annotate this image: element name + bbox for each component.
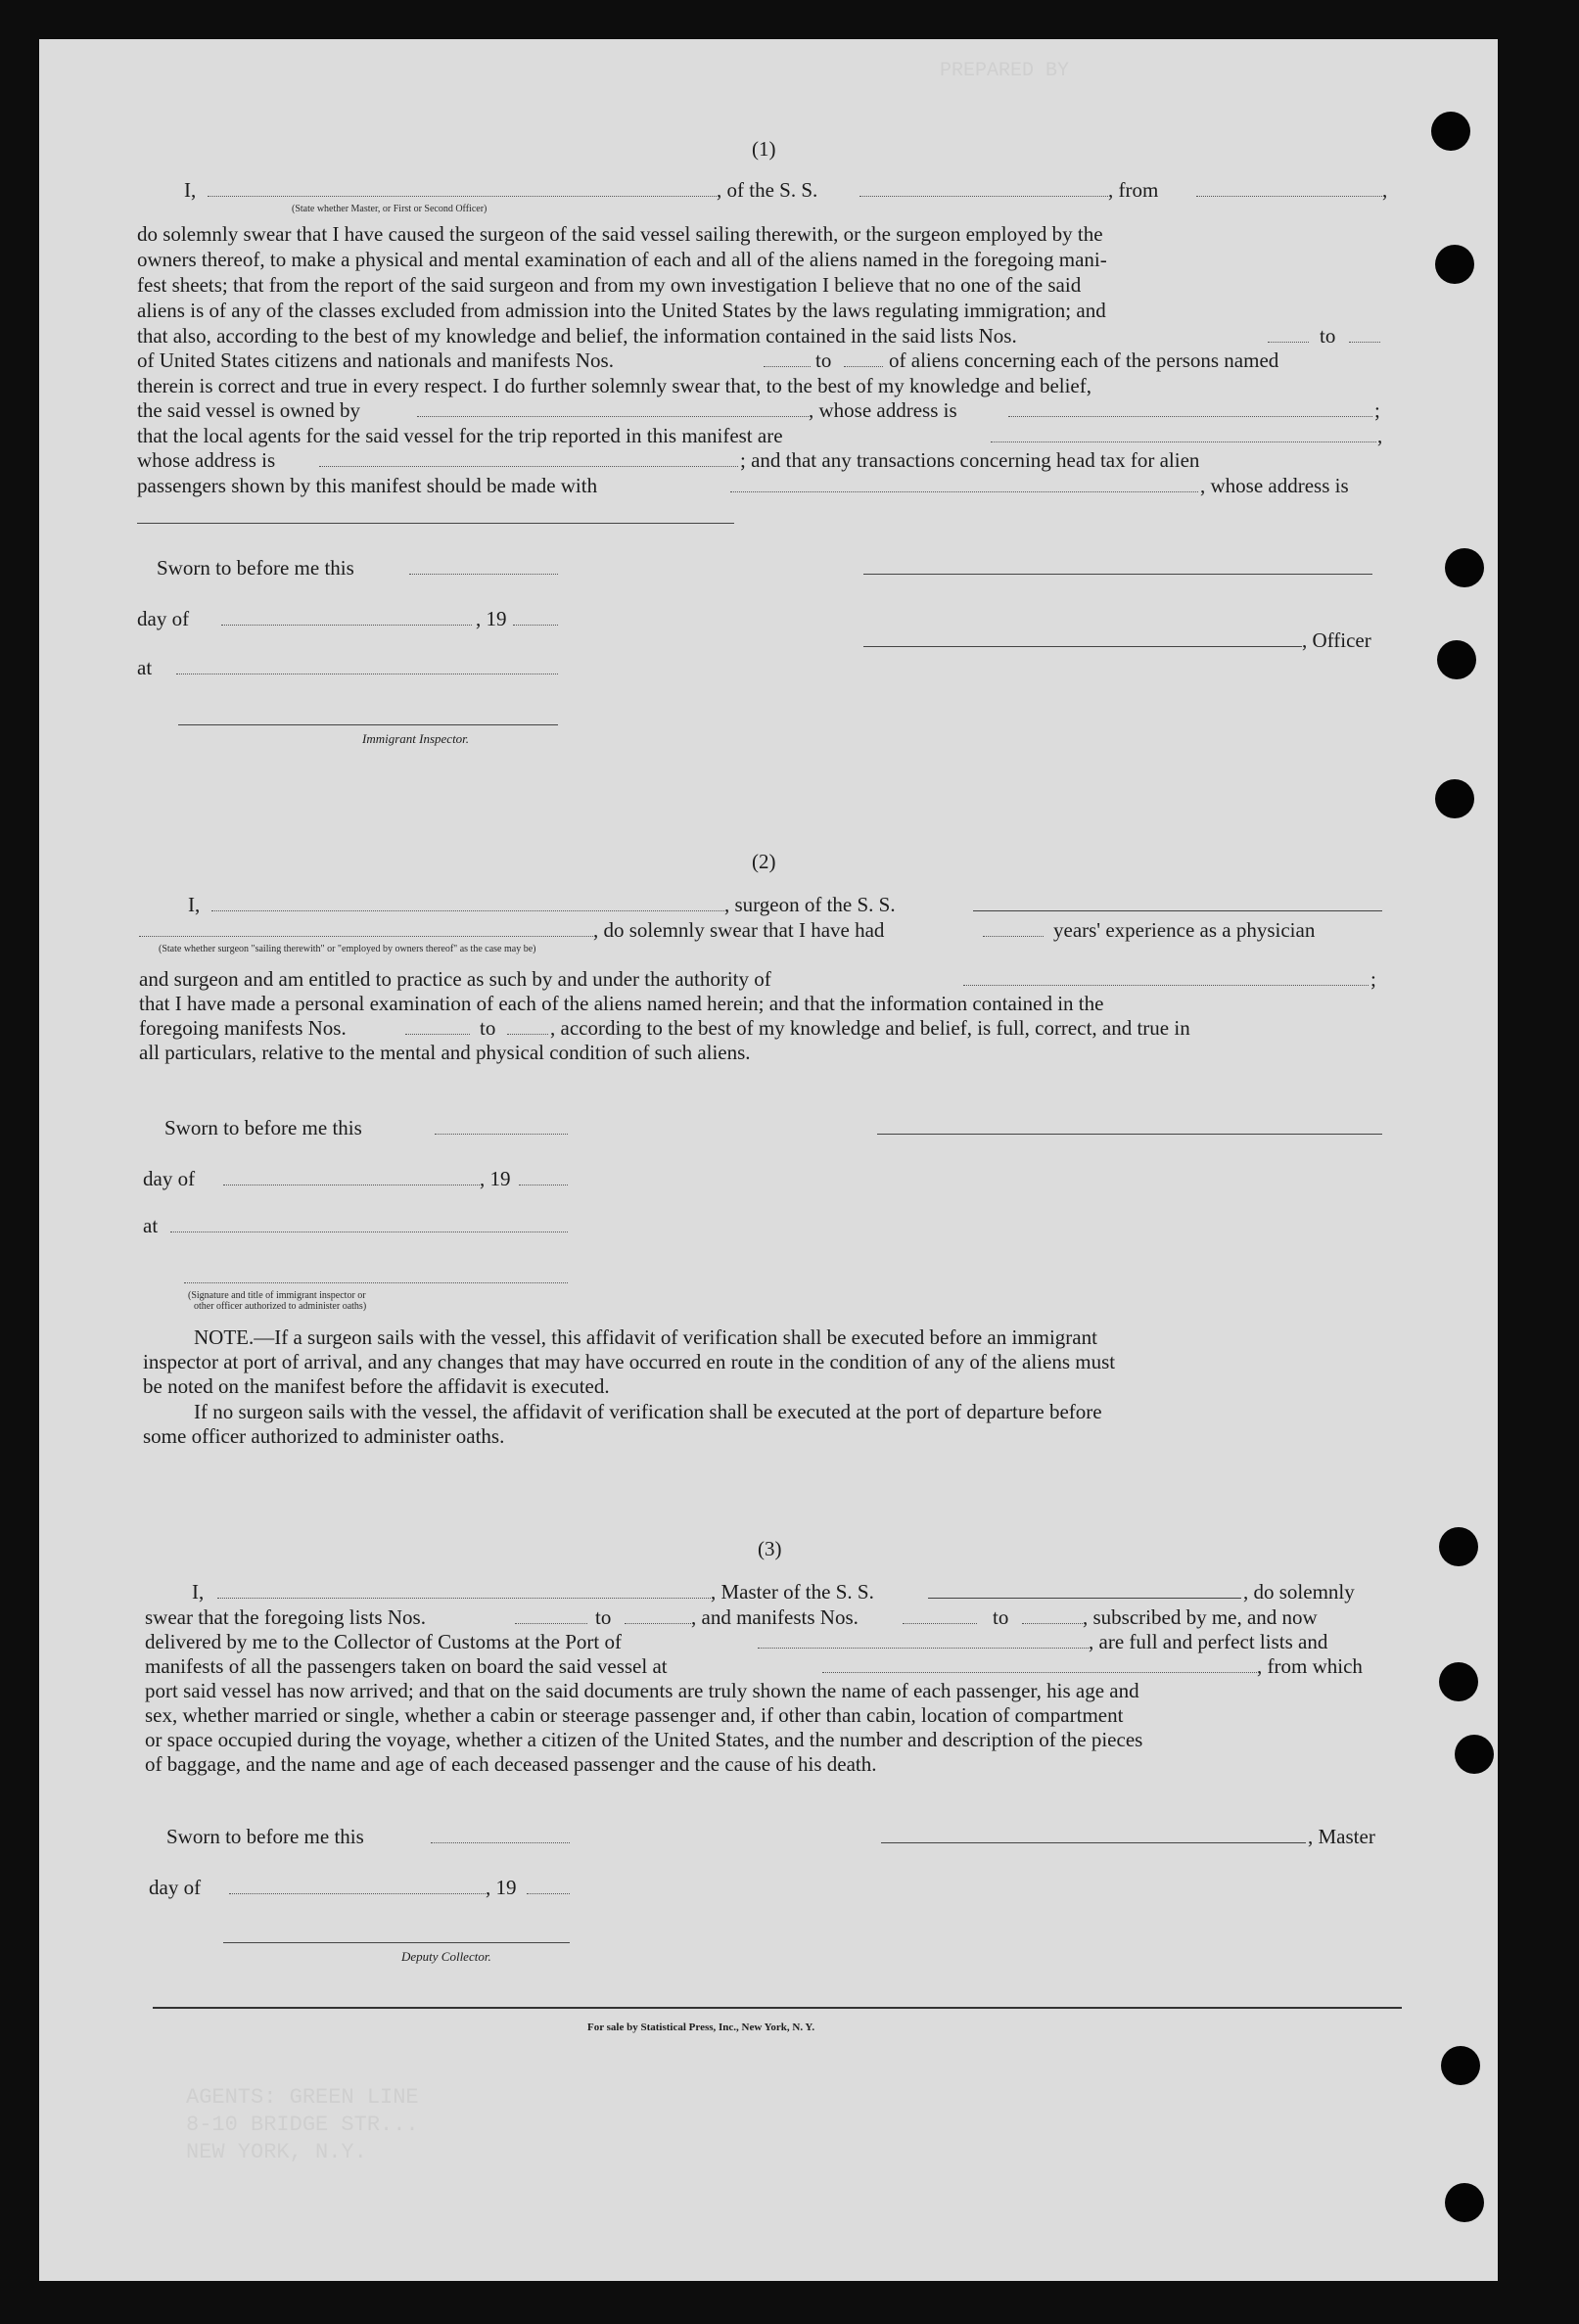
s2-note-4: If no surgeon sails with the vessel, the affidavit of verification shall be executed at the port of departure before [194,1400,1102,1423]
s2-status-caption: (State whether surgeon "sailing therewith" or "employed by owners thereof" as the case may be) [159,944,536,954]
s3-body-7: or space occupied during the voyage, whether a citizen of the United States, and the number and description of the pieces [145,1728,1143,1751]
s1-sworn-label: Sworn to before me this [157,556,354,580]
s2-line-1b: , surgeon of the S. S. [724,893,896,916]
s1-day-of-label: day of [137,607,190,630]
bleed-through-stamp-1: AGENTS: GREEN LINE [186,2085,419,2110]
s2-sig-caption-2: other officer authorized to administer oaths) [194,1301,367,1312]
s1-body-10a: whose address is [137,448,276,472]
s3-body-2d: to [993,1605,1009,1629]
affidavit-section-3 [39,39,1498,2281]
s1-body-1: do solemnly swear that I have caused the surgeon of the said vessel sailing therewith, or the surgeon employed by the [137,222,1103,246]
s3-body-4b: , from which [1257,1654,1363,1678]
s3-day-blank[interactable] [229,1893,486,1894]
s2-note-3: be noted on the manifest before the affidavit is executed. [143,1374,610,1398]
s3-blank-lists-from[interactable] [515,1623,587,1624]
s1-line-1c: , from [1108,178,1159,202]
s3-body-8: of baggage, and the name and age of each deceased passenger and the cause of his death. [145,1752,877,1776]
s3-blank-lists-to[interactable] [625,1623,691,1624]
s3-blank-embarkation[interactable] [822,1672,1257,1673]
s1-officer-label: , Officer [1302,628,1371,652]
s2-body-3a: foregoing manifests Nos. [139,1016,347,1040]
s2-line-2a: , do solemnly swear that I have had [593,918,885,942]
punch-hole [1441,2046,1480,2085]
s2-body-2: that I have made a personal examination of each of the aliens named herein; and that the information contained in the [139,992,1104,1015]
punch-hole [1445,548,1484,587]
bleed-through-top: PREPARED BY [940,60,1070,82]
s1-officer-caption: (State whether Master, or First or Second Officer) [292,204,488,214]
s3-body-3a: delivered by me to the Collector of Customs at the Port of [145,1630,622,1653]
s1-body-8a: the said vessel is owned by [137,398,361,422]
s3-body-5: port said vessel has now arrived; and that on the said documents are truly shown the name of each passenger, his age and [145,1679,1139,1702]
punch-hole [1455,1735,1494,1774]
s3-blank-ship[interactable] [928,1598,1241,1599]
s3-body-4a: manifests of all the passengers taken on board the said vessel at [145,1654,668,1678]
s1-body-8c: ; [1374,398,1380,422]
s1-line-1d: , [1382,178,1388,202]
bleed-through-stamp-3: NEW YORK, N.Y. [186,2140,367,2164]
s2-body-4: all particulars, relative to the mental and physical condition of such aliens. [139,1041,751,1064]
punch-hole [1439,1662,1478,1701]
s2-note-1: NOTE.—If a surgeon sails with the vessel, this affidavit of verification shall be executed before an immigrant [194,1325,1097,1349]
s3-blank-manifests-to[interactable] [1022,1623,1083,1624]
s3-blank-manifests-from[interactable] [903,1623,977,1624]
s1-body-11b: , whose address is [1200,474,1349,497]
s2-body-1a: and surgeon and am entitled to practice as such by and under the authority of [139,967,771,991]
s1-line-1a: I, [184,178,197,202]
s2-line-2b: years' experience as a physician [1053,918,1316,942]
s3-body-2a: swear that the foregoing lists Nos. [145,1605,426,1629]
s3-signature-line[interactable] [881,1842,1306,1843]
s2-body-3b: to [480,1016,496,1040]
s2-at-label: at [143,1214,159,1237]
s1-body-7: therein is correct and true in every respect. I do further solemnly swear that, to the best of my knowledge and belief, [137,374,1091,397]
s3-day-of-label: day of [149,1876,202,1899]
s1-year-label: , 19 [476,607,507,630]
s1-body-6c: of aliens concerning each of the persons named [889,349,1279,372]
s3-year-blank[interactable] [527,1893,570,1894]
punch-hole [1431,112,1470,151]
s1-body-3: fest sheets; that from the report of the said surgeon and from my own investigation I believe that no one of the said [137,273,1082,297]
bleed-through-stamp-2: 8-10 BRIDGE STR... [186,2113,419,2137]
punch-hole [1435,245,1474,284]
footer-imprint: For sale by Statistical Press, Inc., New York, N. Y. [587,2022,815,2033]
s1-body-8b: , whose address is [809,398,957,422]
s1-body-6: of United States citizens and nationals and manifests Nos. [137,349,614,372]
manifest-back-page [39,39,1498,2281]
s1-body-11a: passengers shown by this manifest should be made with [137,474,598,497]
section-1-heading: (1) [752,137,776,161]
s3-blank-port[interactable] [758,1648,1089,1649]
s1-body-5b: to [1320,324,1336,348]
s1-body-9b: , [1377,424,1383,447]
s1-body-4: aliens is of any of the classes excluded from admission into the United States by the laws regulating immigration; and [137,299,1106,322]
s1-body-10b: ; and that any transactions concerning head tax for alien [740,448,1200,472]
s2-sworn-label: Sworn to before me this [164,1116,362,1139]
punch-hole [1437,640,1476,679]
s2-year-label: , 19 [480,1167,511,1190]
s2-note-5: some officer authorized to administer oaths. [143,1424,505,1448]
s2-body-3c: , according to the best of my knowledge and belief, is full, correct, and true in [550,1016,1190,1040]
punch-hole [1435,779,1474,818]
s1-inspector-caption: Immigrant Inspector. [362,731,470,746]
s2-body-1b: ; [1370,967,1376,991]
s2-sig-caption-1: (Signature and title of immigrant inspector or [188,1290,366,1301]
s1-line-1b: , of the S. S. [717,178,818,202]
s3-sworn-blank[interactable] [431,1842,570,1843]
s1-body-9a: that the local agents for the said vessel for the trip reported in this manifest are [137,424,783,447]
s1-body-2: owners thereof, to make a physical and mental examination of each and all of the aliens named in the foregoing mani- [137,248,1107,271]
s3-year-label: , 19 [486,1876,517,1899]
s3-line-1b: , Master of the S. S. [711,1580,874,1604]
s3-body-6: sex, whether married or single, whether a cabin or steerage passenger and, if other than cabin, location of compartment [145,1703,1124,1727]
s3-master-label: , Master [1308,1825,1375,1848]
section-2-heading: (2) [752,850,776,873]
footer-rule [153,2007,1402,2009]
s3-body-2b: to [595,1605,612,1629]
s1-body-5: that also, according to the best of my knowledge and belief, the information contained in the said lists Nos. [137,324,1017,348]
s3-body-2c: , and manifests Nos. [691,1605,859,1629]
s3-body-3b: , are full and perfect lists and [1089,1630,1328,1653]
s3-sworn-label: Sworn to before me this [166,1825,364,1848]
s1-body-6b: to [815,349,832,372]
section-3-heading: (3) [758,1537,782,1560]
s3-collector-line[interactable] [223,1942,570,1943]
s3-body-2e: , subscribed by me, and now [1083,1605,1318,1629]
s2-line-1a: I, [188,893,201,916]
s1-at-label: at [137,656,153,679]
punch-hole [1445,2183,1484,2222]
s3-line-1a: I, [192,1580,205,1604]
s2-note-2: inspector at port of arrival, and any changes that may have occurred en route in the condition of any of the aliens must [143,1350,1116,1373]
punch-hole [1439,1527,1478,1566]
s3-line-1c: , do solemnly [1243,1580,1355,1604]
s3-blank-master[interactable] [217,1598,711,1599]
s3-collector-caption: Deputy Collector. [401,1949,491,1964]
s2-day-of-label: day of [143,1167,196,1190]
